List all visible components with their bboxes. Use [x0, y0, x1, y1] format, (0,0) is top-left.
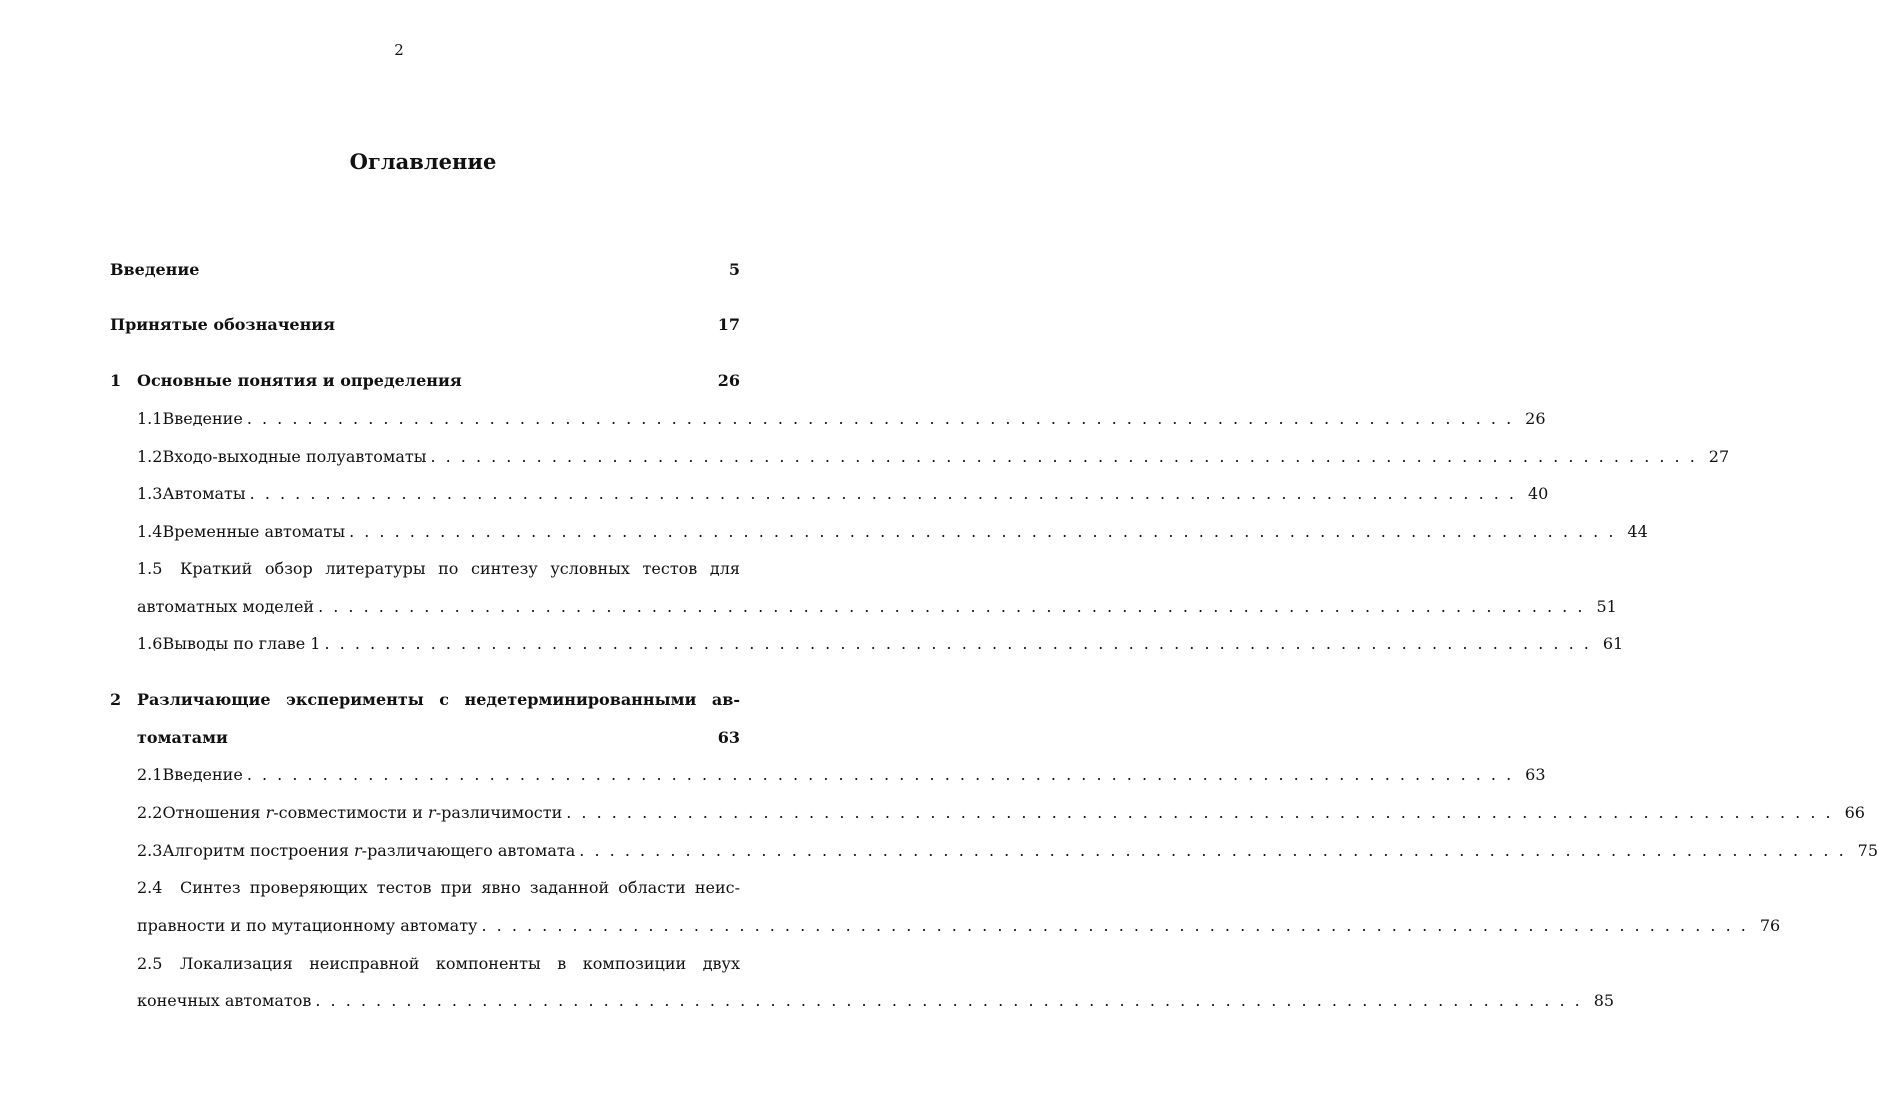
toc-section-number: 1.5 [137, 559, 163, 578]
toc-section-1-1[interactable] [137, 408, 1546, 430]
toc-leader-dots [349, 521, 1613, 543]
toc-section-text: Введение [162, 409, 243, 428]
toc-section-number: 1.6 [137, 634, 163, 653]
toc-entry-page: 17 [717, 315, 740, 334]
toc-leader-dots [318, 596, 1582, 618]
toc-section-text-continued: правности и по мутационному автомату [137, 916, 478, 935]
toc-section-2-5-line1[interactable] [137, 953, 740, 975]
toc-section-page: 51 [1596, 597, 1617, 616]
math-variable-r: r [428, 803, 436, 822]
toc-section-2-4-line2[interactable] [137, 915, 1781, 937]
toc-title: Оглавление [349, 149, 497, 174]
toc-section-1-6[interactable] [137, 633, 1624, 655]
toc-chapter-text: Различающие эксперименты с недетерминированными ав- [137, 690, 740, 709]
toc-section-number: 1.4 [137, 522, 163, 541]
toc-entry-text: Введение [110, 260, 200, 279]
toc-section-1-4[interactable] [137, 521, 1648, 543]
toc-leader-dots [579, 840, 1843, 862]
toc-leader-dots [315, 990, 1579, 1012]
toc-section-1-5-line2[interactable] [137, 596, 1617, 618]
toc-section-text-continued: автоматных моделей [137, 597, 315, 616]
toc-section-page: 61 [1602, 634, 1624, 653]
toc-section-page: 44 [1627, 522, 1648, 541]
toc-chapter-text-continued: томатами [137, 728, 228, 747]
toc-section-number: 2.3 [137, 841, 163, 860]
toc-section-number: 2.5 [137, 954, 163, 973]
toc-section-2-3[interactable] [137, 840, 1878, 862]
toc-section-number: 1.1 [137, 409, 163, 428]
toc-section-text: Входо-выходные полуавтоматы [162, 447, 427, 466]
math-variable-r: r [265, 803, 274, 822]
toc-section-text: Алгоритм построения r-различающего автомата [162, 841, 576, 860]
toc-leader-dots [324, 633, 1588, 655]
toc-leader-dots [566, 802, 1830, 824]
toc-section-text-continued: конечных автоматов [137, 991, 312, 1010]
toc-section-2-4-line1[interactable] [137, 877, 740, 899]
toc-leader-dots [250, 483, 1514, 505]
toc-leader-dots [430, 446, 1694, 468]
toc-section-number: 2.2 [137, 803, 163, 822]
toc-section-text: Временные автоматы [162, 522, 346, 541]
toc-section-page: 63 [1525, 765, 1546, 784]
toc-section-1-2[interactable] [137, 446, 1730, 468]
toc-section-text: Отношения r-совместимости и r-различимости [162, 803, 563, 822]
toc-chapter-1[interactable] [110, 370, 740, 392]
toc-chapter-2-line2[interactable] [110, 727, 740, 749]
toc-chapter-page: 63 [717, 728, 740, 747]
toc-leader-dots [481, 915, 1745, 937]
toc-section-page: 76 [1759, 916, 1781, 935]
toc-section-text: Локализация неисправной компоненты в композиции двух [180, 954, 740, 973]
toc-section-2-5-line2[interactable] [137, 990, 1615, 1012]
toc-section-page: 66 [1844, 803, 1865, 822]
toc-chapter-number: 2 [110, 690, 122, 709]
toc-chapter-2-line1[interactable] [110, 689, 740, 711]
toc-leader-dots [247, 408, 1511, 430]
toc-section-2-2[interactable] [137, 802, 1865, 824]
toc-chapter-number: 1 [110, 371, 122, 390]
toc-chapter-text: Основные понятия и определения [137, 371, 462, 390]
toc-entry-introduction[interactable] [110, 259, 740, 281]
toc-section-page: 85 [1593, 991, 1615, 1010]
toc-section-page: 40 [1528, 484, 1549, 503]
math-variable-r: r [354, 841, 362, 860]
toc-section-number: 2.1 [137, 765, 163, 784]
toc-section-text: Введение [162, 765, 243, 784]
toc-section-text: Выводы по главе 1 [162, 634, 321, 653]
toc-section-1-5-line1[interactable] [137, 558, 740, 580]
toc-entry-notation[interactable] [110, 314, 740, 336]
toc-section-text: Синтез проверяющих тестов при явно заданной области неис- [180, 878, 740, 897]
toc-section-number: 1.2 [137, 447, 163, 466]
toc-section-text: Автоматы [162, 484, 246, 503]
toc-entry-page: 5 [728, 260, 740, 279]
toc-section-text: Краткий обзор литературы по синтезу условных тестов для [180, 559, 740, 578]
toc-section-2-1[interactable] [137, 764, 1546, 786]
page-number: 2 [394, 41, 404, 59]
toc-section-number: 2.4 [137, 878, 163, 897]
toc-entry-text: Принятые обозначения [110, 315, 335, 334]
toc-section-1-3[interactable] [137, 483, 1549, 505]
toc-section-number: 1.3 [137, 484, 163, 503]
toc-chapter-page: 26 [717, 371, 740, 390]
toc-leader-dots [247, 764, 1511, 786]
toc-section-page: 27 [1708, 447, 1730, 466]
toc-section-page: 26 [1525, 409, 1546, 428]
toc-section-page: 75 [1857, 841, 1878, 860]
